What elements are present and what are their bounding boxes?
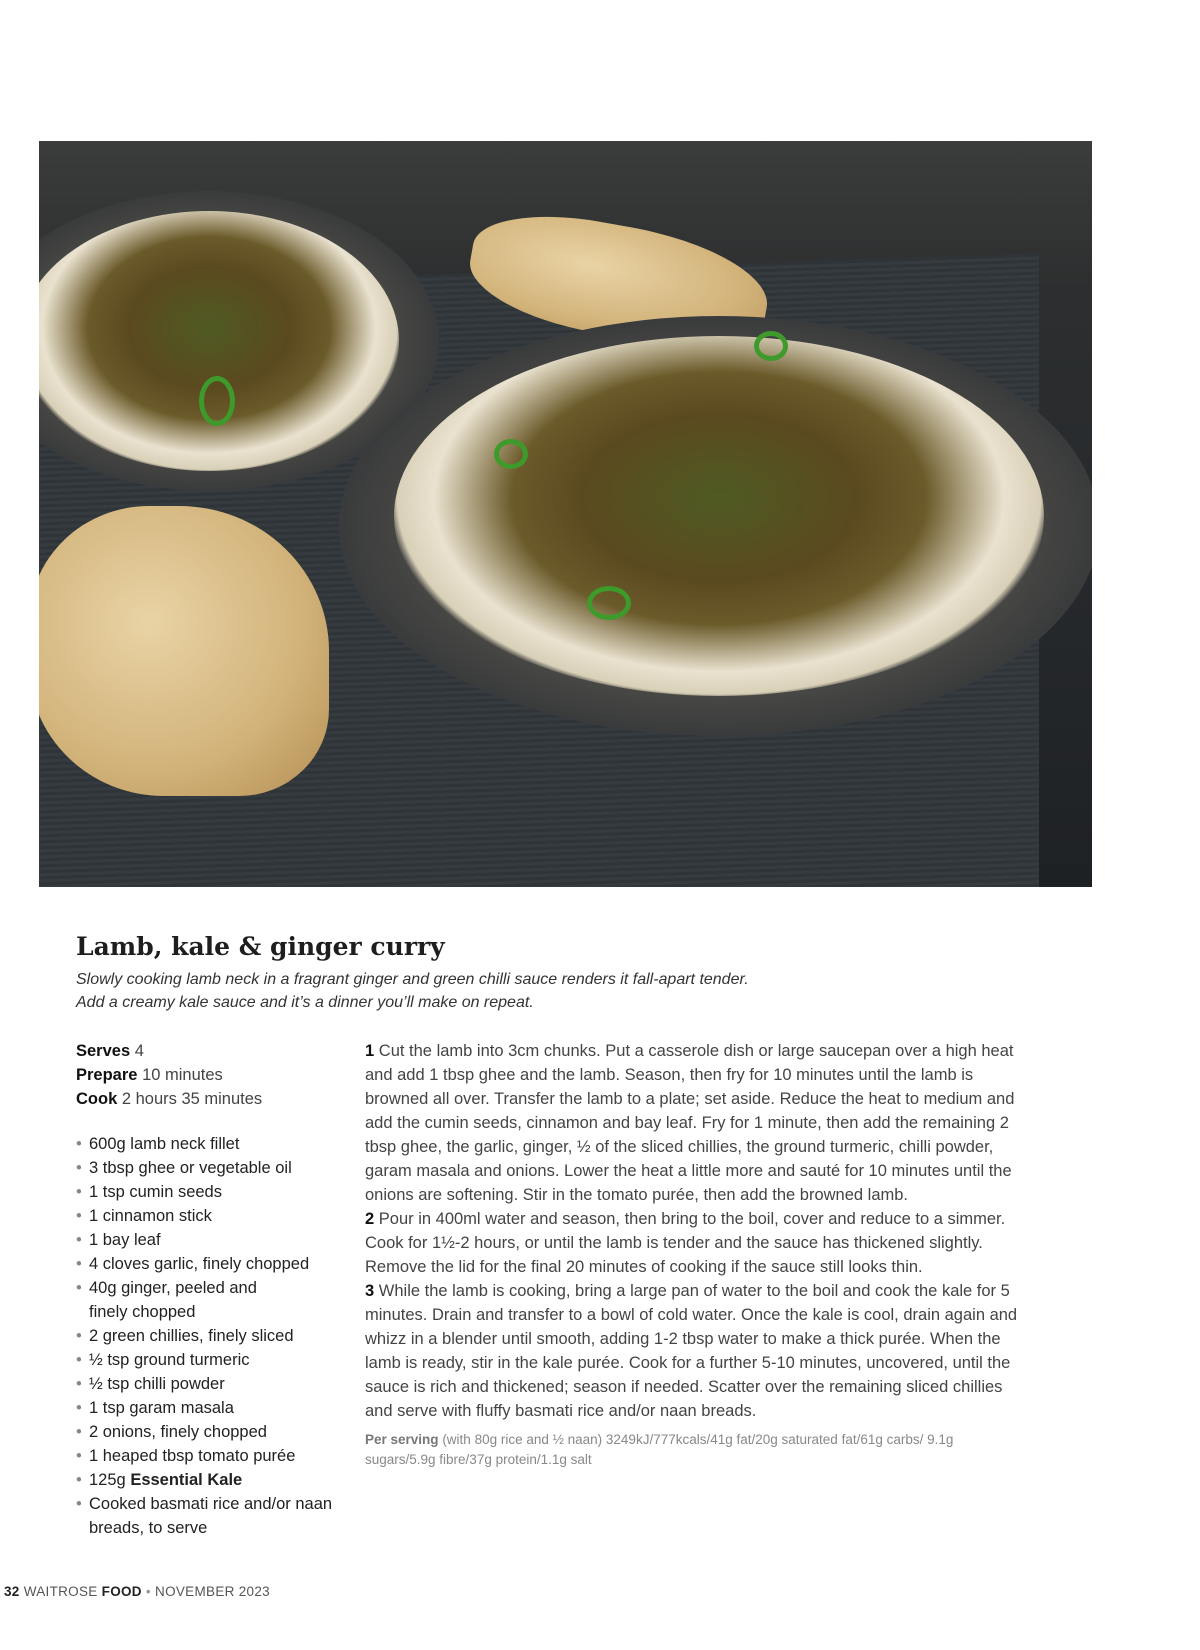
ingredient: • 2 green chillies, finely sliced xyxy=(76,1324,356,1348)
ingredient: • 600g lamb neck fillet xyxy=(76,1132,356,1156)
serves: Serves 4 xyxy=(76,1042,144,1060)
chilli-slice xyxy=(199,376,235,426)
method-step: 1 Cut the lamb into 3cm chunks. Put a casserole dish or large saucepan over a high heat and add 1 tbsp ghee and the lamb. Season, then fry for 10 minutes until the lamb is browned all over. Transfer the lamb to a plate; set aside. Reduce the heat to medium and add the cumin seeds, cinnamon and bay leaf. Fry for 1 minute, then add the remaining 2 tbsp ghee, the garlic, ginger, ½ of the sliced chillies, the ground turmeric, chilli powder, garam masala and onions. Lower the heat a little more and sauté for 10 minutes until the onions are softening. Stir in the tomato purée, then add the browned lamb. xyxy=(365,1042,1015,1204)
recipe-intro xyxy=(76,968,749,1014)
ingredient: • 2 onions, finely chopped xyxy=(76,1420,356,1444)
issue-date: NOVEMBER 2023 xyxy=(155,1584,270,1599)
separator: • xyxy=(145,1584,151,1599)
ingredient: • 4 cloves garlic, finely chopped xyxy=(76,1252,356,1276)
intro-line: Add a creamy kale sauce and it’s a dinner you’ll make on repeat. xyxy=(76,994,534,1011)
recipe-photo xyxy=(39,141,1092,887)
ingredient: • ½ tsp ground turmeric xyxy=(76,1348,356,1372)
ingredient-kale: • 125g Essential Kale xyxy=(76,1468,356,1492)
chilli-slice xyxy=(754,331,788,361)
page-footer xyxy=(4,1584,270,1599)
prepare-time: Prepare 10 minutes xyxy=(76,1066,223,1084)
method-step: 3 While the lamb is cooking, bring a large pan of water to the boil and cook the kale for 5 minutes. Drain and transfer to a bowl of cold water. Once the kale is cool, drain again and whizz in a blender until smooth, adding 1-2 tbsp water to make a thick purée. When the lamb is ready, stir in the kale purée. Cook for a further 5-10 minutes, uncovered, until the sauce is rich and thickened; season if needed. Scatter over the remaining sliced chillies and serve with fluffy basmati rice and/or naan breads. xyxy=(365,1282,1018,1420)
intro-line: Slowly cooking lamb neck in a fragrant ginger and green chilli sauce renders it fall-apart tender. xyxy=(76,971,749,988)
chilli-slice xyxy=(494,439,528,469)
cook-time: Cook 2 hours 35 minutes xyxy=(76,1090,263,1108)
ingredient: • 40g ginger, peeled and finely chopped xyxy=(76,1276,269,1324)
recipe-title: Lamb, kale & ginger curry xyxy=(76,932,445,961)
method xyxy=(365,1039,1025,1423)
naan-front xyxy=(39,506,329,796)
ingredient: • Cooked basmati rice and/or naan breads, to serve xyxy=(76,1492,349,1540)
brand-name: WAITROSE xyxy=(23,1584,98,1599)
recipe-meta xyxy=(76,1039,262,1111)
ingredient: • ½ tsp chilli powder xyxy=(76,1372,356,1396)
method-step: 2 Pour in 400ml water and season, then bring to the boil, cover and reduce to a simmer. Cook for 1½-2 hours, or until the lamb is tender and the sauce has thickened slightly. Remove the lid for the final 20 minutes of cooking if the sauce still looks thin. xyxy=(365,1210,1006,1276)
page-number: 32 xyxy=(4,1584,20,1599)
ingredient: • 3 tbsp ghee or vegetable oil xyxy=(76,1156,356,1180)
ingredients-list xyxy=(76,1132,356,1540)
front-bowl xyxy=(339,316,1092,736)
ingredient: • 1 cinnamon stick xyxy=(76,1204,356,1228)
ingredient: • 1 heaped tbsp tomato purée xyxy=(76,1444,356,1468)
ingredient: • 1 tsp cumin seeds xyxy=(76,1180,356,1204)
ingredient: • 1 tsp garam masala xyxy=(76,1396,356,1420)
ingredient: • 1 bay leaf xyxy=(76,1228,356,1252)
brand-name-bold: FOOD xyxy=(101,1584,142,1599)
nutrition-info: Per serving (with 80g rice and ½ naan) 3249kJ/777kcals/41g fat/20g saturated fat/61g carbs/ 9.1g sugars/5.9g fibre/37g protein/1.1g salt xyxy=(365,1432,954,1467)
chilli-slice xyxy=(587,586,631,620)
